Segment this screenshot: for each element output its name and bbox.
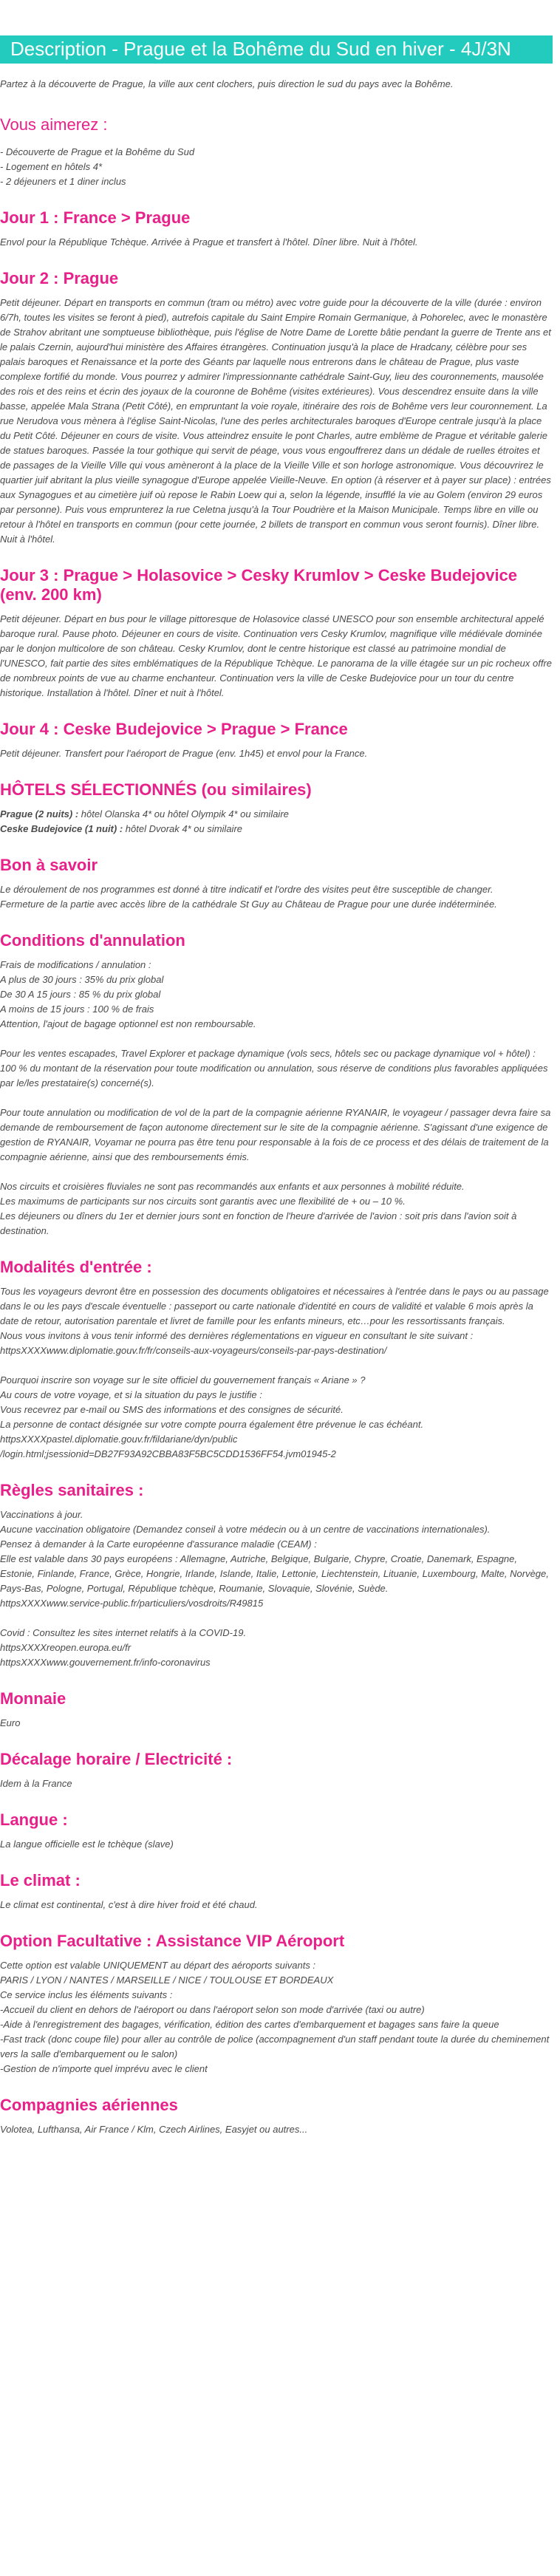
section-heading: Bon à savoir xyxy=(0,856,98,874)
link-text[interactable]: httpsXXXXwww.service-public.fr/particuliers/vosdroits/R49815 xyxy=(0,1598,264,1609)
section-heading: HÔTELS SÉLECTIONNÉS (ou similaires) xyxy=(0,780,312,799)
section-jour-1 xyxy=(0,208,553,250)
hotel-line xyxy=(0,807,553,822)
text-line: Aucune vaccination obligatoire (Demandez conseil à votre médecin ou à un centre de vaccinations internationales). xyxy=(0,1524,491,1535)
paragraph: Nous vous invitons à vous tenir informé des dernières réglementations en vigueur en consultant le site suivant : httpsXXXXwww.diplomatie.gouv.fr/fr/conseils-aux-voyageurs/conseils-par-pays-destination/ xyxy=(0,1330,474,1356)
day-text: Petit déjeuner. Départ en bus pour le village pittoresque de Holasovice classé UNESCO pour son ensemble architectural appelé baroque rural. Pause photo. Déjeuner en cours de visite. Continuation vers Cesky Krumlov, magnifique ville médiévale dominée par le donjon multicolore de son château. Cesky Krumlov, dont le centre historique est classé au patrimoine mondial de l'UNESCO, fait partie des sites emblématiques de la République Tchèque. Le panorama de la ville étagée sur un pic rocheux offre de nombreux points de vue au charme enchanteur. Continuation vers la ville de Ceske Budejovice pour un tour du centre historique. Installation à l'hôtel. Dîner et nuit à l'hôtel. xyxy=(0,613,553,698)
hotel-city: Prague (2 nuits) : xyxy=(0,808,79,820)
paragraph: Elle est valable dans 30 pays européens : Allemagne, Autriche, Belgique, Bulgarie, Chypre, Croatie, Danemark, Espagne, Estonie, Finlande, France, Grèce, Hongrie, Irlande, Islande, Italie, Lettonie, Liechtenstein, Lituanie, Luxembourg, Malte, Norvège, Pays-Bas, Pologne, Portugal, République tchèque, Roumanie, Slovaquie, Slovénie, Suède. xyxy=(0,1553,549,1594)
section-jour-4 xyxy=(0,720,553,761)
text-line: Pourquoi inscrire son voyage sur le site officiel du gouvernement français « Ariane » ? xyxy=(0,1374,366,1386)
section-climat xyxy=(0,1871,553,1912)
list-item: - 2 déjeuners et 1 diner inclus xyxy=(0,176,126,187)
paragraph: Volotea, Lufthansa, Air France / Klm, Czech Airlines, Easyjet ou autres... xyxy=(0,2124,308,2135)
section-sanitaires xyxy=(0,1481,553,1670)
text-line: Pensez à demander à la Carte européenne d'assurance maladie (CEAM) : xyxy=(0,1539,317,1550)
section-option xyxy=(0,1932,553,2076)
text-line: La personne de contact désignée sur votre compte pourra également être prévenue le cas échéant. xyxy=(0,1419,424,1430)
text-line: Frais de modifications / annulation : xyxy=(0,959,151,970)
link-text[interactable]: httpsXXXXpastel.diplomatie.gouv.fr/fildariane/dyn/public xyxy=(0,1434,238,1445)
section-heading: Monnaie xyxy=(0,1689,66,1708)
text-line: A plus de 30 jours : 35% du prix global xyxy=(0,974,164,985)
paragraph: Pour les ventes escapades, Travel Explorer et package dynamique (vols secs, hôtels sec ou package dynamique vol + hôtel) : 100 % du montant de la réservation pour toute modification ou annulation, sous réserve de conditions plus favorables appliquées par le/les prestataire(s) concerné(s). xyxy=(0,1048,548,1088)
section-bon-a-savoir xyxy=(0,856,553,912)
section-jour-2 xyxy=(0,269,553,547)
section-jour-3 xyxy=(0,566,553,701)
text-line: -Aide à l'enregistrement des bagages, vérification, édition des cartes d'embarquement et bagages sans faire la queue xyxy=(0,2019,499,2030)
section-langue xyxy=(0,1810,553,1852)
list-item: - Logement en hôtels 4* xyxy=(0,161,103,172)
section-compagnies xyxy=(0,2096,553,2137)
text-line: Nos circuits et croisières fluviales ne sont pas recommandés aux enfants et aux personnes à mobilité réduite. xyxy=(0,1181,465,1192)
paragraph: Idem à la France xyxy=(0,1778,72,1789)
link-text[interactable]: /login.html;jsessionid=DB27F93A92CBBA83F5BC5CDD1536FF54.jvm01945-2 xyxy=(0,1448,336,1459)
text-line: -Gestion de n'importe quel imprévu avec le client xyxy=(0,2063,208,2074)
text-line: Cette option est valable UNIQUEMENT au départ des aéroports suivants : xyxy=(0,1960,316,1971)
section-hotels xyxy=(0,780,553,836)
paragraph: Tous les voyageurs devront être en possession des documents obligatoires et nécessaires à l'entrée dans le pays ou au passage dans le ou les pays d'escale éventuelle : passeport ou carte nationale d'identité en cours de validité et valable 6 mois après la date de retour, autorisation parentale et livret de famille pour les enfants mineurs, etc…pour les ressortissants français. xyxy=(0,1286,549,1326)
section-annulation xyxy=(0,931,553,1238)
link-text[interactable]: httpsXXXXwww.gouvernement.fr/info-coronavirus xyxy=(0,1657,211,1668)
paragraph: Pour toute annulation ou modification de vol de la part de la compagnie aérienne RYANAIR, le voyageur / passager devra faire sa demande de remboursement de façon autonome directement sur le site de la compagnie aérienne. S'agissant d'une exigence de gestion de RYANAIR, Voyamar ne pourra pas être tenu pour responsable à la fois de ce process et des délais de traitement de la compagnie aérienne, ainsi que des remboursements émis. xyxy=(0,1107,551,1162)
text-line: Fermeture de la partie avec accès libre de la cathédrale St Guy au Château de Prague pour une durée indéterminée. xyxy=(0,899,497,910)
text-line: Vous recevrez par e-mail ou SMS des informations et des consignes de sécurité. xyxy=(0,1404,344,1415)
text-line: -Fast track (donc coupe file) pour aller au contrôle de police (accompagnement d'un staff pendant toute la durée du cheminement vers la salle d'embarquement ou le salon) xyxy=(0,2034,550,2059)
section-modalites xyxy=(0,1258,553,1462)
text-line: Les déjeuners ou dîners du 1er et dernier jours sont en fonction de l'heure d'arrivée de l'avion : soit pris dans l'avion soit à destination. xyxy=(0,1210,517,1236)
text-line: A moins de 15 jours : 100 % de frais xyxy=(0,1004,154,1015)
page-title: Description - Prague et la Bohême du Sud en hiver - 4J/3N xyxy=(0,35,553,64)
day-text: Petit déjeuner. Transfert pour l'aéroport de Prague (env. 1h45) et envol pour la France. xyxy=(0,748,368,759)
section-heading: Jour 4 : Ceske Budejovice > Prague > France xyxy=(0,720,348,738)
text-line: PARIS / LYON / NANTES / MARSEILLE / NICE / TOULOUSE ET BORDEAUX xyxy=(0,1974,334,1986)
section-heading: Option Facultative : Assistance VIP Aéroport xyxy=(0,1932,345,1950)
paragraph: Le climat est continental, c'est à dire hiver froid et été chaud. xyxy=(0,1899,258,1910)
section-heading: Le climat : xyxy=(0,1871,81,1890)
section-heading: Conditions d'annulation xyxy=(0,931,185,950)
text-line: Ce service inclus les éléments suivants : xyxy=(0,1989,173,2000)
text-line: Attention, l'ajout de bagage optionnel est non remboursable. xyxy=(0,1018,256,1029)
hotel-name: hôtel Olanska 4* ou hôtel Olympik 4* ou similaire xyxy=(78,808,289,820)
hotel-line xyxy=(0,822,553,836)
section-heading: Compagnies aériennes xyxy=(0,2096,178,2114)
section-heading: Décalage horaire / Electricité : xyxy=(0,1750,233,1768)
text-line: Vaccinations à jour. xyxy=(0,1509,83,1520)
text-line: Le déroulement de nos programmes est donné à titre indicatif et l'ordre des visites peut être susceptible de changer. xyxy=(0,884,494,895)
text-line: Les maximums de participants sur nos circuits sont garantis avec une flexibilité de + ou – 10 %. xyxy=(0,1196,406,1207)
section-heading: Jour 2 : Prague xyxy=(0,269,119,287)
day-text: Envol pour la République Tchèque. Arrivée à Prague et transfert à l'hôtel. Dîner libre. Nuit à l'hôtel. xyxy=(0,236,418,248)
link-text[interactable]: httpsXXXXreopen.europa.eu/fr xyxy=(0,1642,132,1653)
text-line: Covid : Consultez les sites internet relatifs à la COVID-19. xyxy=(0,1627,247,1638)
paragraph: Euro xyxy=(0,1717,21,1728)
hotel-name: hôtel Dvorak 4* ou similaire xyxy=(123,823,243,834)
section-heading: Jour 3 : Prague > Holasovice > Cesky Krumlov > Ceske Budejovice (env. 200 km) xyxy=(0,566,518,604)
day-text: Petit déjeuner. Départ en transports en commun (tram ou métro) avec votre guide pour la découverte de la ville (durée : environ 6/7h, toutes les visites se feront à pied), autrefois capitale du Saint Empire Romain Germanique, à Pohorelec, avec le monastère de Strahov abritant une somptueuse bibliothèque, puis l'église de Notre Dame de Lorette bâtie pendant la guerre de Trente ans et le palais Czernin, aujourd'hui ministère des Affaires étrangères. Continuation jusqu'à la place de Hradcany, célèbre pour ses palais baroques et Renaissance et la porte des Géants par laquelle nous entrerons dans le château de Prague, plus vaste complexe fortifié du monde. Vous pourrez y admirer l'impressionnante cathédrale Saint-Guy, lieu des couronnements, mausolée des rois et des reins et écrin des joyaux de la couronne de Bohême (visites extérieures). Vous descendrez ensuite dans la ville basse, appelée Mala Strana (Petit Côté), en empruntant la voie royale, itinéraire des rois de Bohême vers leur couronnement. La rue Nerudova vous mènera à l'église Saint-Nicolas, l'une des perles architecturales baroques d'Europe centrale jusqu'à la place du Petit Côté. Déjeuner en cours de visite. Vous atteindrez ensuite le pont Charles, autre emblème de Prague et véritable galerie de statues baroques. Passée la tour gothique qui servit de péage, vous vous engouffrerez dans un dédale de ruelles étroites et de passages de la Vieille Ville qui vous amèneront à la place de la Vieille Ville et son horloge astronomique. Vous découvrirez le quartier juif abritant la plus vieille synagogue d'Europe appelée Vieille-Neuve. En option (à réserver et à payer sur place) : entrées aux Synagogues et au cimetière juif où repose le Rabin Loew qui a, selon la légende, insufflé la vie au Golem (environ 29 euros par personne). Puis vous emprunterez la rue Celetna jusqu'à la Tour Poudrière et la Maison Municipale. Temps libre en ville ou retour à l'hôtel en transports en commun (pour cette journée, 2 billets de transport en commun vous seront fournis). Dîner libre. Nuit à l'hôtel. xyxy=(0,297,551,545)
intro-text: Partez à la découverte de Prague, la ville aux cent clochers, puis direction le sud du pays avec la Bohême. xyxy=(0,78,454,89)
text-line: -Accueil du client en dehors de l'aéroport ou dans l'aéroport selon son mode d'arrivée (taxi ou autre) xyxy=(0,2004,425,2015)
section-heading: Vous aimerez : xyxy=(0,115,108,134)
text-line: De 30 A 15 jours : 85 % du prix global xyxy=(0,989,161,1000)
section-heading: Langue : xyxy=(0,1810,68,1829)
section-heading: Modalités d'entrée : xyxy=(0,1258,152,1276)
text-line: Au cours de votre voyage, et si la situation du pays le justifie : xyxy=(0,1389,262,1400)
section-heading: Règles sanitaires : xyxy=(0,1481,144,1499)
section-decalage xyxy=(0,1750,553,1791)
section-vous-aimerez xyxy=(0,115,553,189)
section-monnaie xyxy=(0,1689,553,1731)
hotel-city: Ceske Budejovice (1 nuit) : xyxy=(0,823,123,834)
paragraph: La langue officielle est le tchèque (slave) xyxy=(0,1839,174,1850)
section-heading: Jour 1 : France > Prague xyxy=(0,208,191,227)
list-item: - Découverte de Prague et la Bohême du Sud xyxy=(0,146,195,157)
